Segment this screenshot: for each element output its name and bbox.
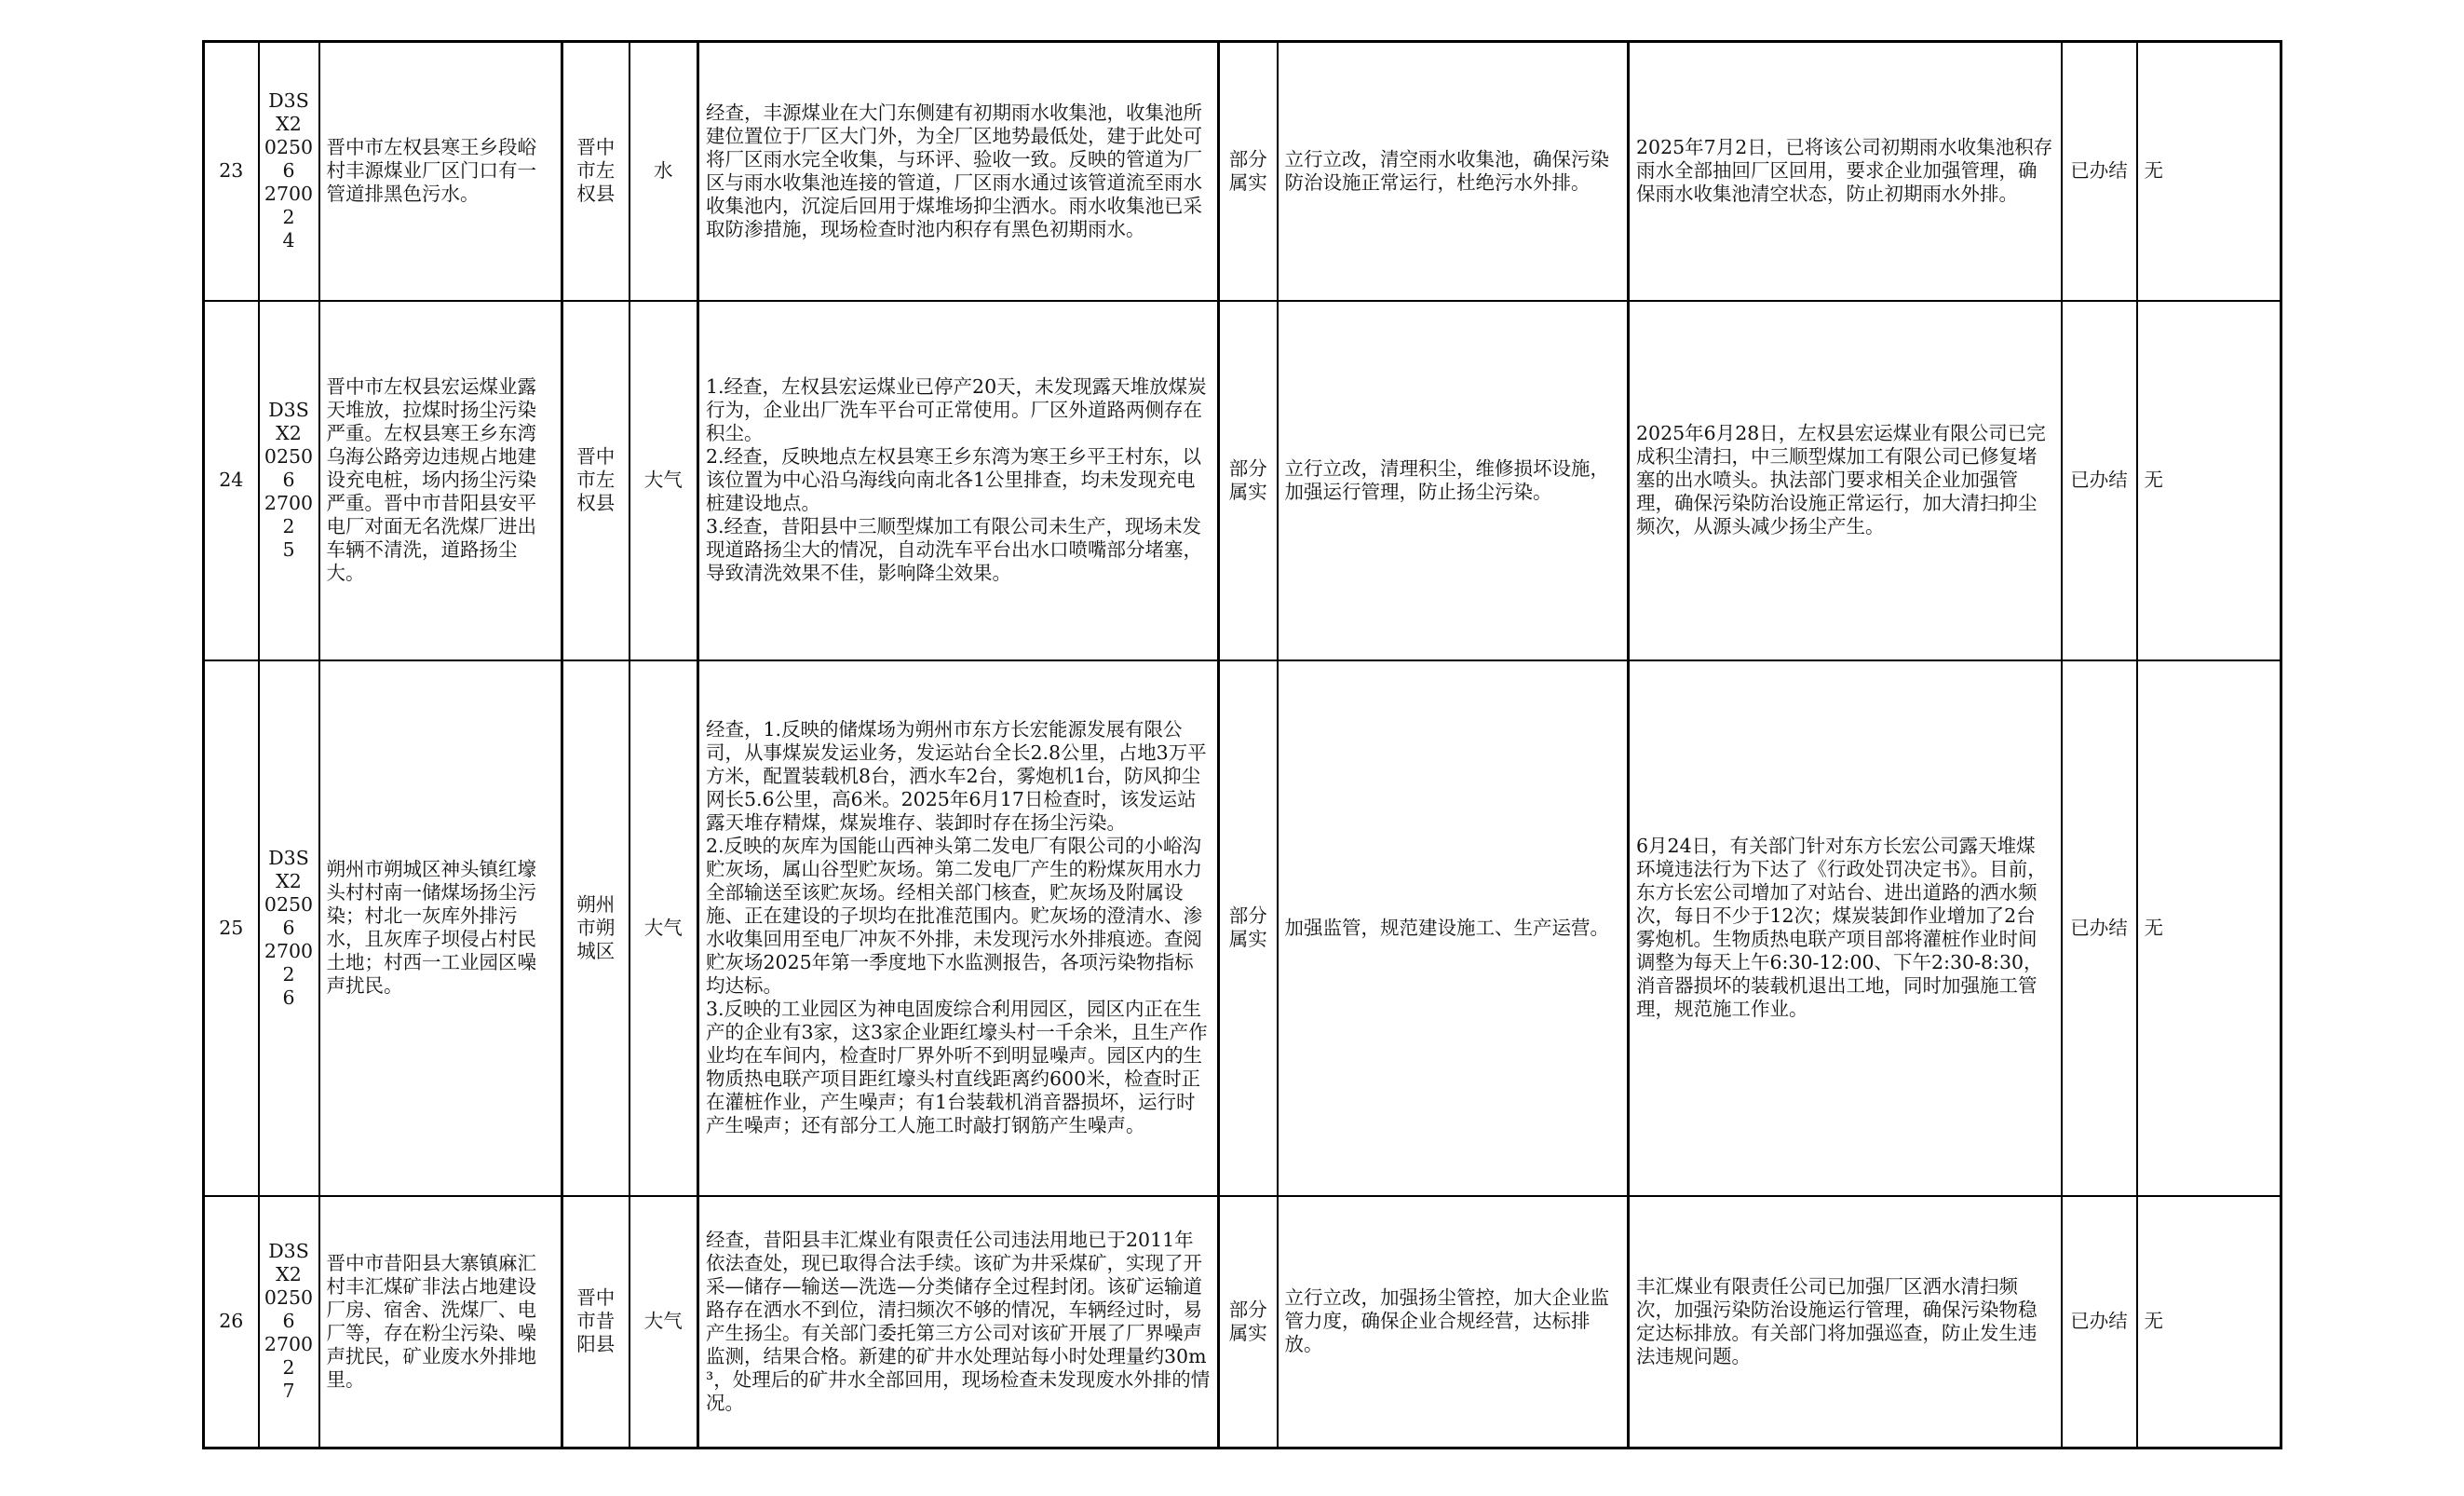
status: 已办结 — [2062, 301, 2137, 660]
case-code-line: 6 — [282, 986, 295, 1009]
status: 已办结 — [2062, 660, 2137, 1196]
investigation — [698, 660, 1219, 1196]
case-code — [259, 660, 319, 1196]
case-code-line: 27002 — [264, 939, 314, 986]
result: 2025年6月28日，左权县宏运煤业有限公司已完成积尘清扫，中三顺型煤加工有限公司已修复堵塞的出水喷头。执法部门要求相关企业加强管理，确保污染防治设施正常运行，加大清扫抑尘频次，从源头减少扬尘产生。 — [1629, 301, 2062, 660]
case-code-line: 02506 — [264, 892, 314, 939]
pollution-type: 水 — [630, 42, 698, 301]
case-code-line: 7 — [282, 1380, 295, 1403]
complaint-content: 晋中市左权县宏运煤业露天堆放，拉煤时扬尘污染严重。左权县寒王乡东湾乌海公路旁边违规占地建设充电桩，场内扬尘污染严重。晋中市昔阳县安平电厂对面无名洗煤厂进出车辆不清洗，道路扬尘大。 — [319, 301, 562, 660]
investigation-paragraph: 2.反映的灰库为国能山西神头第二发电厂有限公司的小峪沟贮灰场，属山谷型贮灰场。第二发电厂产生的粉煤灰用水力全部输送至该贮灰场。经相关部门核查，贮灰场及附属设施、正在建设的子坝均在批准范围内。贮灰场的澄清水、渗水收集回用至电厂冲灰不外排，未发现污水外排痕迹。查阅贮灰场2025年第一季度地下水监测报告，各项污染物指标均达标。 — [706, 835, 1202, 997]
case-code-line: D3SX2 — [268, 1240, 309, 1286]
result: 2025年7月2日，已将该公司初期雨水收集池积存雨水全部抽回厂区回用，要求企业加强管理，确保雨水收集池清空状态，防止初期雨水外排。 — [1629, 42, 2062, 301]
pollution-type: 大气 — [630, 660, 698, 1196]
complaint-table — [202, 40, 2282, 1449]
measures: 加强监管，规范建设施工、生产运营。 — [1278, 660, 1629, 1196]
investigation-paragraph: 3.反映的工业园区为神电固废综合利用园区，园区内正在生产的企业有3家，这3家企业距红壕头村一千余米，且生产作业均在车间内，检查时厂界外听不到明显噪声。园区内的生物质热电联产项目距红壕头村直线距离约600米，检查时正在灌桩作业，产生噪声；有1台装载机消音器损坏，运行时产生噪声；还有部分工人施工时敲打钢筋产生噪声。 — [706, 998, 1208, 1136]
complaint-content: 朔州市朔城区神头镇红壕头村村南一储煤场扬尘污染；村北一灰库外排污水，且灰库子坝侵占村民土地；村西一工业园区噪声扰民。 — [319, 660, 562, 1196]
row-number: 26 — [204, 1196, 259, 1448]
investigation: 经查，昔阳县丰汇煤业有限责任公司违法用地已于2011年依法查处，现已取得合法手续。该矿为井采煤矿，实现了开采—储存—输送—洗选—分类储存全过程封闭。该矿运输道路存在洒水不到位，清扫频次不够的情况，车辆经过时，易产生扬尘。有关部门委托第三方公司对该矿开展了厂界噪声监测，结果合格。新建的矿井水处理站每小时处理量约30m³，处理后的矿井水全部回用，现场检查未发现废水外排的情况。 — [698, 1196, 1219, 1448]
complaint-content: 晋中市左权县寒王乡段峪村丰源煤业厂区门口有一管道排黑色污水。 — [319, 42, 562, 301]
status: 已办结 — [2062, 42, 2137, 301]
accountability: 无 — [2137, 301, 2281, 660]
case-code-line: D3SX2 — [268, 89, 309, 136]
case-code — [259, 1196, 319, 1448]
case-code-line: 27002 — [264, 1333, 314, 1380]
complaint-content: 晋中市昔阳县大寨镇麻汇村丰汇煤矿非法占地建设厂房、宿舍、洗煤厂、电厂等，存在粉尘污染、噪声扰民，矿业废水外排地里。 — [319, 1196, 562, 1448]
case-code-line: 4 — [282, 229, 295, 252]
case-code-line: 5 — [282, 538, 295, 561]
investigation-paragraph: 2.经查，反映地点左权县寒王乡东湾为寒王乡平王村东，以该位置为中心沿乌海线向南北各1公里排查，均未发现充电桩建设地点。 — [706, 445, 1202, 514]
result: 丰汇煤业有限责任公司已加强厂区洒水清扫频次，加强污染防治设施运行管理，确保污染物稳定达标排放。有关部门将加强巡查，防止发生违法违规问题。 — [1629, 1196, 2062, 1448]
investigation-paragraph: 经查，1.反映的储煤场为朔州市东方长宏能源发展有限公司，从事煤炭发运业务，发运站台全长2.8公里，占地3万平方米，配置装载机8台，洒水车2台，雾炮机1台，防风抑尘网长5.6公里，高6米。2025年6月17日检查时，该发运站露天堆存精煤，煤炭堆存、装卸时存在扬尘污染。 — [706, 718, 1207, 834]
measures: 立行立改，加强扬尘管控，加大企业监管力度，确保企业合规经营，达标排放。 — [1278, 1196, 1629, 1448]
table-row — [204, 301, 2281, 660]
row-number: 25 — [204, 660, 259, 1196]
pollution-type: 大气 — [630, 1196, 698, 1448]
verdict: 部分属实 — [1219, 1196, 1278, 1448]
row-number: 24 — [204, 301, 259, 660]
case-code — [259, 301, 319, 660]
result: 6月24日，有关部门针对东方长宏公司露天堆煤环境违法行为下达了《行政处罚决定书》。目前，东方长宏公司增加了对站台、进出道路的洒水频次，每日不少于12次；煤炭装卸作业增加了2台雾炮机。生物质热电联产项目部将灌桩作业时间调整为每天上午6:30-12:00、下午2:30-8:30，消音器损坏的装载机退出工地，同时加强施工管理，规范施工作业。 — [1629, 660, 2062, 1196]
table-row — [204, 1196, 2281, 1448]
accountability: 无 — [2137, 42, 2281, 301]
pollution-type: 大气 — [630, 301, 698, 660]
investigation — [698, 301, 1219, 660]
case-code-line: 02506 — [264, 1286, 314, 1333]
region: 朔州市朔城区 — [562, 660, 630, 1196]
case-code-line: D3SX2 — [268, 399, 309, 444]
measures: 立行立改，清理积尘，维修损坏设施，加强运行管理，防止扬尘污染。 — [1278, 301, 1629, 660]
case-code-line: 02506 — [264, 445, 314, 491]
case-code-line: 27002 — [264, 183, 314, 229]
case-code-line: 27002 — [264, 492, 314, 537]
table-row — [204, 660, 2281, 1196]
accountability: 无 — [2137, 660, 2281, 1196]
case-code-line: D3SX2 — [268, 846, 309, 892]
verdict: 部分属实 — [1219, 660, 1278, 1196]
measures: 立行立改，清空雨水收集池，确保污染防治设施正常运行，杜绝污水外排。 — [1278, 42, 1629, 301]
row-number: 23 — [204, 42, 259, 301]
accountability: 无 — [2137, 1196, 2281, 1448]
case-code — [259, 42, 319, 301]
investigation-paragraph: 1.经查，左权县宏运煤业已停产20天，未发现露天堆放煤炭行为，企业出厂洗车平台可正常使用。厂区外道路两侧存在积尘。 — [706, 375, 1207, 444]
region: 晋中市昔阳县 — [562, 1196, 630, 1448]
table-row — [204, 42, 2281, 301]
verdict: 部分属实 — [1219, 42, 1278, 301]
verdict: 部分属实 — [1219, 301, 1278, 660]
investigation: 经查，丰源煤业在大门东侧建有初期雨水收集池，收集池所建位置位于厂区大门外，为全厂区地势最低处，建于此处可将厂区雨水完全收集，与环评、验收一致。反映的管道为厂区与雨水收集池连接的管道，厂区雨水通过该管道流至雨水收集池内，沉淀后回用于煤堆场抑尘洒水。雨水收集池已采取防渗措施，现场检查时池内积存有黑色初期雨水。 — [698, 42, 1219, 301]
region: 晋中市左权县 — [562, 42, 630, 301]
status: 已办结 — [2062, 1196, 2137, 1448]
region: 晋中市左权县 — [562, 301, 630, 660]
investigation-paragraph: 3.经查，昔阳县中三顺型煤加工有限公司未生产，现场未发现道路扬尘大的情况，自动洗车平台出水口喷嘴部分堵塞，导致清洗效果不佳，影响降尘效果。 — [706, 515, 1202, 584]
case-code-line: 02506 — [264, 136, 314, 183]
